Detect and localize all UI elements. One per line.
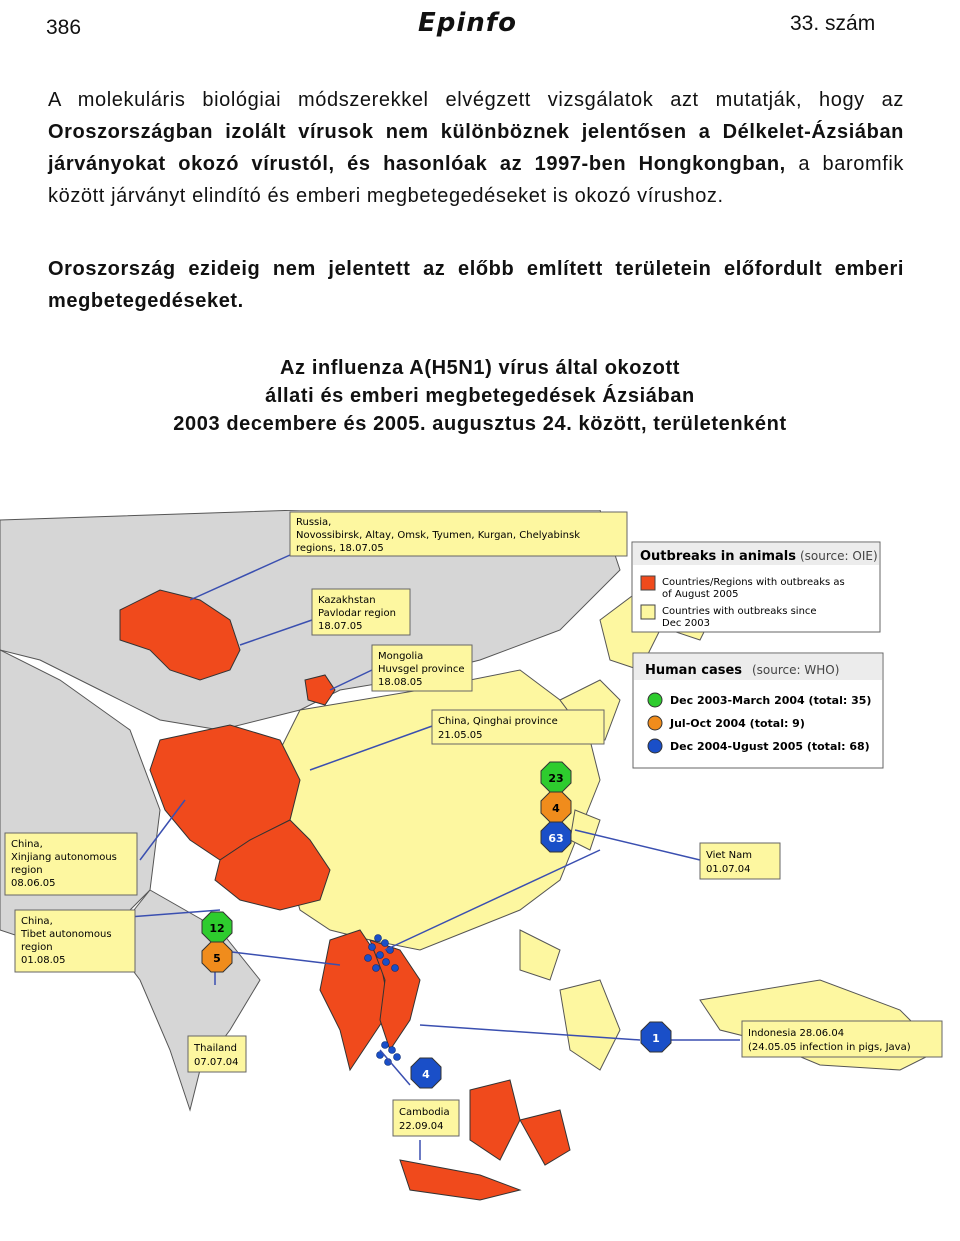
asia-h5n1-map bbox=[0, 510, 960, 1241]
badge-indonesia-blue bbox=[641, 1022, 671, 1052]
page-header bbox=[0, 6, 960, 39]
badge-vietnam-blue bbox=[541, 822, 571, 852]
callout-vietnam bbox=[700, 843, 780, 879]
callout-indonesia bbox=[742, 1021, 942, 1057]
legend-animals-swatch-red bbox=[641, 576, 655, 590]
figure-title-line-2: állati és emberi megbetegedések Ázsiában bbox=[265, 385, 695, 407]
callout-cambodia-line-2: 22.09.04 bbox=[399, 1121, 444, 1132]
paragraph-1-part-a: A molekuláris biológiai módszerekkel elvégzett vizsgálatok azt mutatják, hogy az bbox=[48, 89, 904, 111]
callout-kazakhstan-line-3: 18.07.05 bbox=[318, 621, 363, 632]
legend-humans-dot-orange bbox=[648, 716, 662, 730]
callout-russia bbox=[290, 512, 627, 556]
legend-animals bbox=[632, 542, 880, 632]
page-number: 386 bbox=[46, 16, 82, 39]
callout-xinjiang-line-1: China, bbox=[11, 839, 43, 850]
callout-tibet bbox=[15, 910, 135, 972]
badge-indonesia-blue-label: 1 bbox=[652, 1032, 660, 1045]
badge-cambodia-blue-label: 4 bbox=[422, 1068, 430, 1081]
callout-tibet-line-4: 01.08.05 bbox=[21, 955, 66, 966]
badge-vietnam-orange-label: 4 bbox=[552, 802, 560, 815]
callout-cambodia bbox=[393, 1100, 459, 1136]
paragraph-1-part-b: Oroszországban izolált vírusok nem különböznek jelentősen a Délkelet-Ázsiában járványokat okozó vírustól, és hasonlóak az 1997-ben Hongkongban, bbox=[48, 121, 904, 175]
callout-thailand-line-1: Thailand bbox=[194, 1043, 237, 1054]
badge-vietnam-blue-label: 63 bbox=[548, 832, 564, 845]
legend-animals-title: Outbreaks in animals bbox=[640, 549, 796, 564]
brand-logo: Epinfo bbox=[418, 8, 517, 38]
badge-cambodia-blue bbox=[411, 1058, 441, 1088]
badge-vietnam-green-label: 23 bbox=[548, 772, 564, 785]
callout-thailand bbox=[188, 1036, 246, 1072]
callout-tibet-line-3: region bbox=[21, 942, 53, 953]
callout-russia-line-2: Novossibirsk, Altay, Omsk, Tyumen, Kurgan, Chelyabinsk bbox=[296, 530, 581, 541]
callout-mongolia bbox=[372, 645, 472, 691]
callout-kazakhstan-line-1: Kazakhstan bbox=[318, 595, 376, 606]
callout-russia-line-1: Russia, bbox=[296, 517, 332, 528]
callout-xinjiang bbox=[5, 833, 137, 895]
paragraph-2: Oroszország ezideig nem jelentett az előbb említett területein előfordult emberi megbetegedéseket. bbox=[48, 258, 904, 312]
legend-humans-dot-blue bbox=[648, 739, 662, 753]
callout-qinghai-line-2: 21.05.05 bbox=[438, 730, 483, 741]
callout-cambodia-line-1: Cambodia bbox=[399, 1107, 450, 1118]
legend-animals-swatch-yellow bbox=[641, 605, 655, 619]
callout-xinjiang-line-4: 08.06.05 bbox=[11, 878, 56, 889]
legend-humans-dot-green bbox=[648, 693, 662, 707]
map-svg bbox=[0, 510, 960, 1241]
callout-mongolia-line-2: Huvsgel province bbox=[378, 664, 465, 675]
badge-thailand-green bbox=[202, 912, 232, 942]
callout-russia-line-3: regions, 18.07.05 bbox=[296, 543, 384, 554]
callout-thailand-line-2: 07.07.04 bbox=[194, 1057, 239, 1068]
legend-humans-item-3: Dec 2004-Ugust 2005 (total: 68) bbox=[670, 740, 870, 753]
callout-indonesia-line-1: Indonesia 28.06.04 bbox=[748, 1028, 845, 1039]
callout-kazakhstan bbox=[312, 589, 410, 635]
legend-humans-item-1: Dec 2003-March 2004 (total: 35) bbox=[670, 694, 872, 707]
badge-vietnam-orange bbox=[541, 792, 571, 822]
legend-animals-item-1b: of August 2005 bbox=[662, 589, 739, 600]
callout-mongolia-line-1: Mongolia bbox=[378, 651, 424, 662]
legend-animals-source: (source: OIE) bbox=[800, 549, 878, 563]
badge-thailand-orange bbox=[202, 942, 232, 972]
callout-qinghai-line-1: China, Qinghai province bbox=[438, 716, 558, 727]
callout-kazakhstan-line-2: Pavlodar region bbox=[318, 608, 396, 619]
callout-mongolia-line-3: 18.08.05 bbox=[378, 677, 423, 688]
legend-animals-item-2b: Dec 2003 bbox=[662, 618, 710, 629]
callout-qinghai bbox=[432, 710, 604, 744]
callout-tibet-line-2: Tibet autonomous bbox=[21, 929, 112, 940]
legend-animals-item-1: Countries/Regions with outbreaks as bbox=[662, 577, 845, 588]
callout-xinjiang-line-2: Xinjiang autonomous bbox=[11, 852, 117, 863]
callout-xinjiang-line-3: region bbox=[11, 865, 43, 876]
paragraph-1 bbox=[48, 84, 904, 212]
callout-vietnam-line-2: 01.07.04 bbox=[706, 864, 751, 875]
legend-humans-item-2: Jul-Oct 2004 (total: 9) bbox=[670, 717, 805, 730]
legend-humans bbox=[633, 653, 883, 768]
callout-tibet-line-1: China, bbox=[21, 916, 53, 927]
legend-animals-item-2: Countries with outbreaks since bbox=[662, 606, 817, 617]
callout-indonesia-line-2: (24.05.05 infection in pigs, Java) bbox=[748, 1042, 911, 1053]
callout-vietnam-line-1: Viet Nam bbox=[706, 850, 753, 861]
badge-thailand-orange-label: 5 bbox=[213, 952, 221, 965]
legend-humans-title: Human cases bbox=[645, 663, 743, 678]
figure-title bbox=[60, 354, 900, 438]
issue-number: 33. szám bbox=[790, 12, 876, 35]
badge-vietnam-green bbox=[541, 762, 571, 792]
paragraph-1-part-c: a baromfik között járványt elindító és emberi megbetegedéseket is okozó vírushoz. bbox=[48, 153, 905, 207]
legend-humans-source: (source: WHO) bbox=[752, 663, 840, 677]
figure-title-line-1: Az influenza A(H5N1) vírus által okozott bbox=[280, 357, 680, 379]
badge-thailand-green-label: 12 bbox=[209, 922, 225, 935]
figure-title-line-3: 2003 decembere és 2005. augusztus 24. között, területenként bbox=[173, 413, 787, 435]
